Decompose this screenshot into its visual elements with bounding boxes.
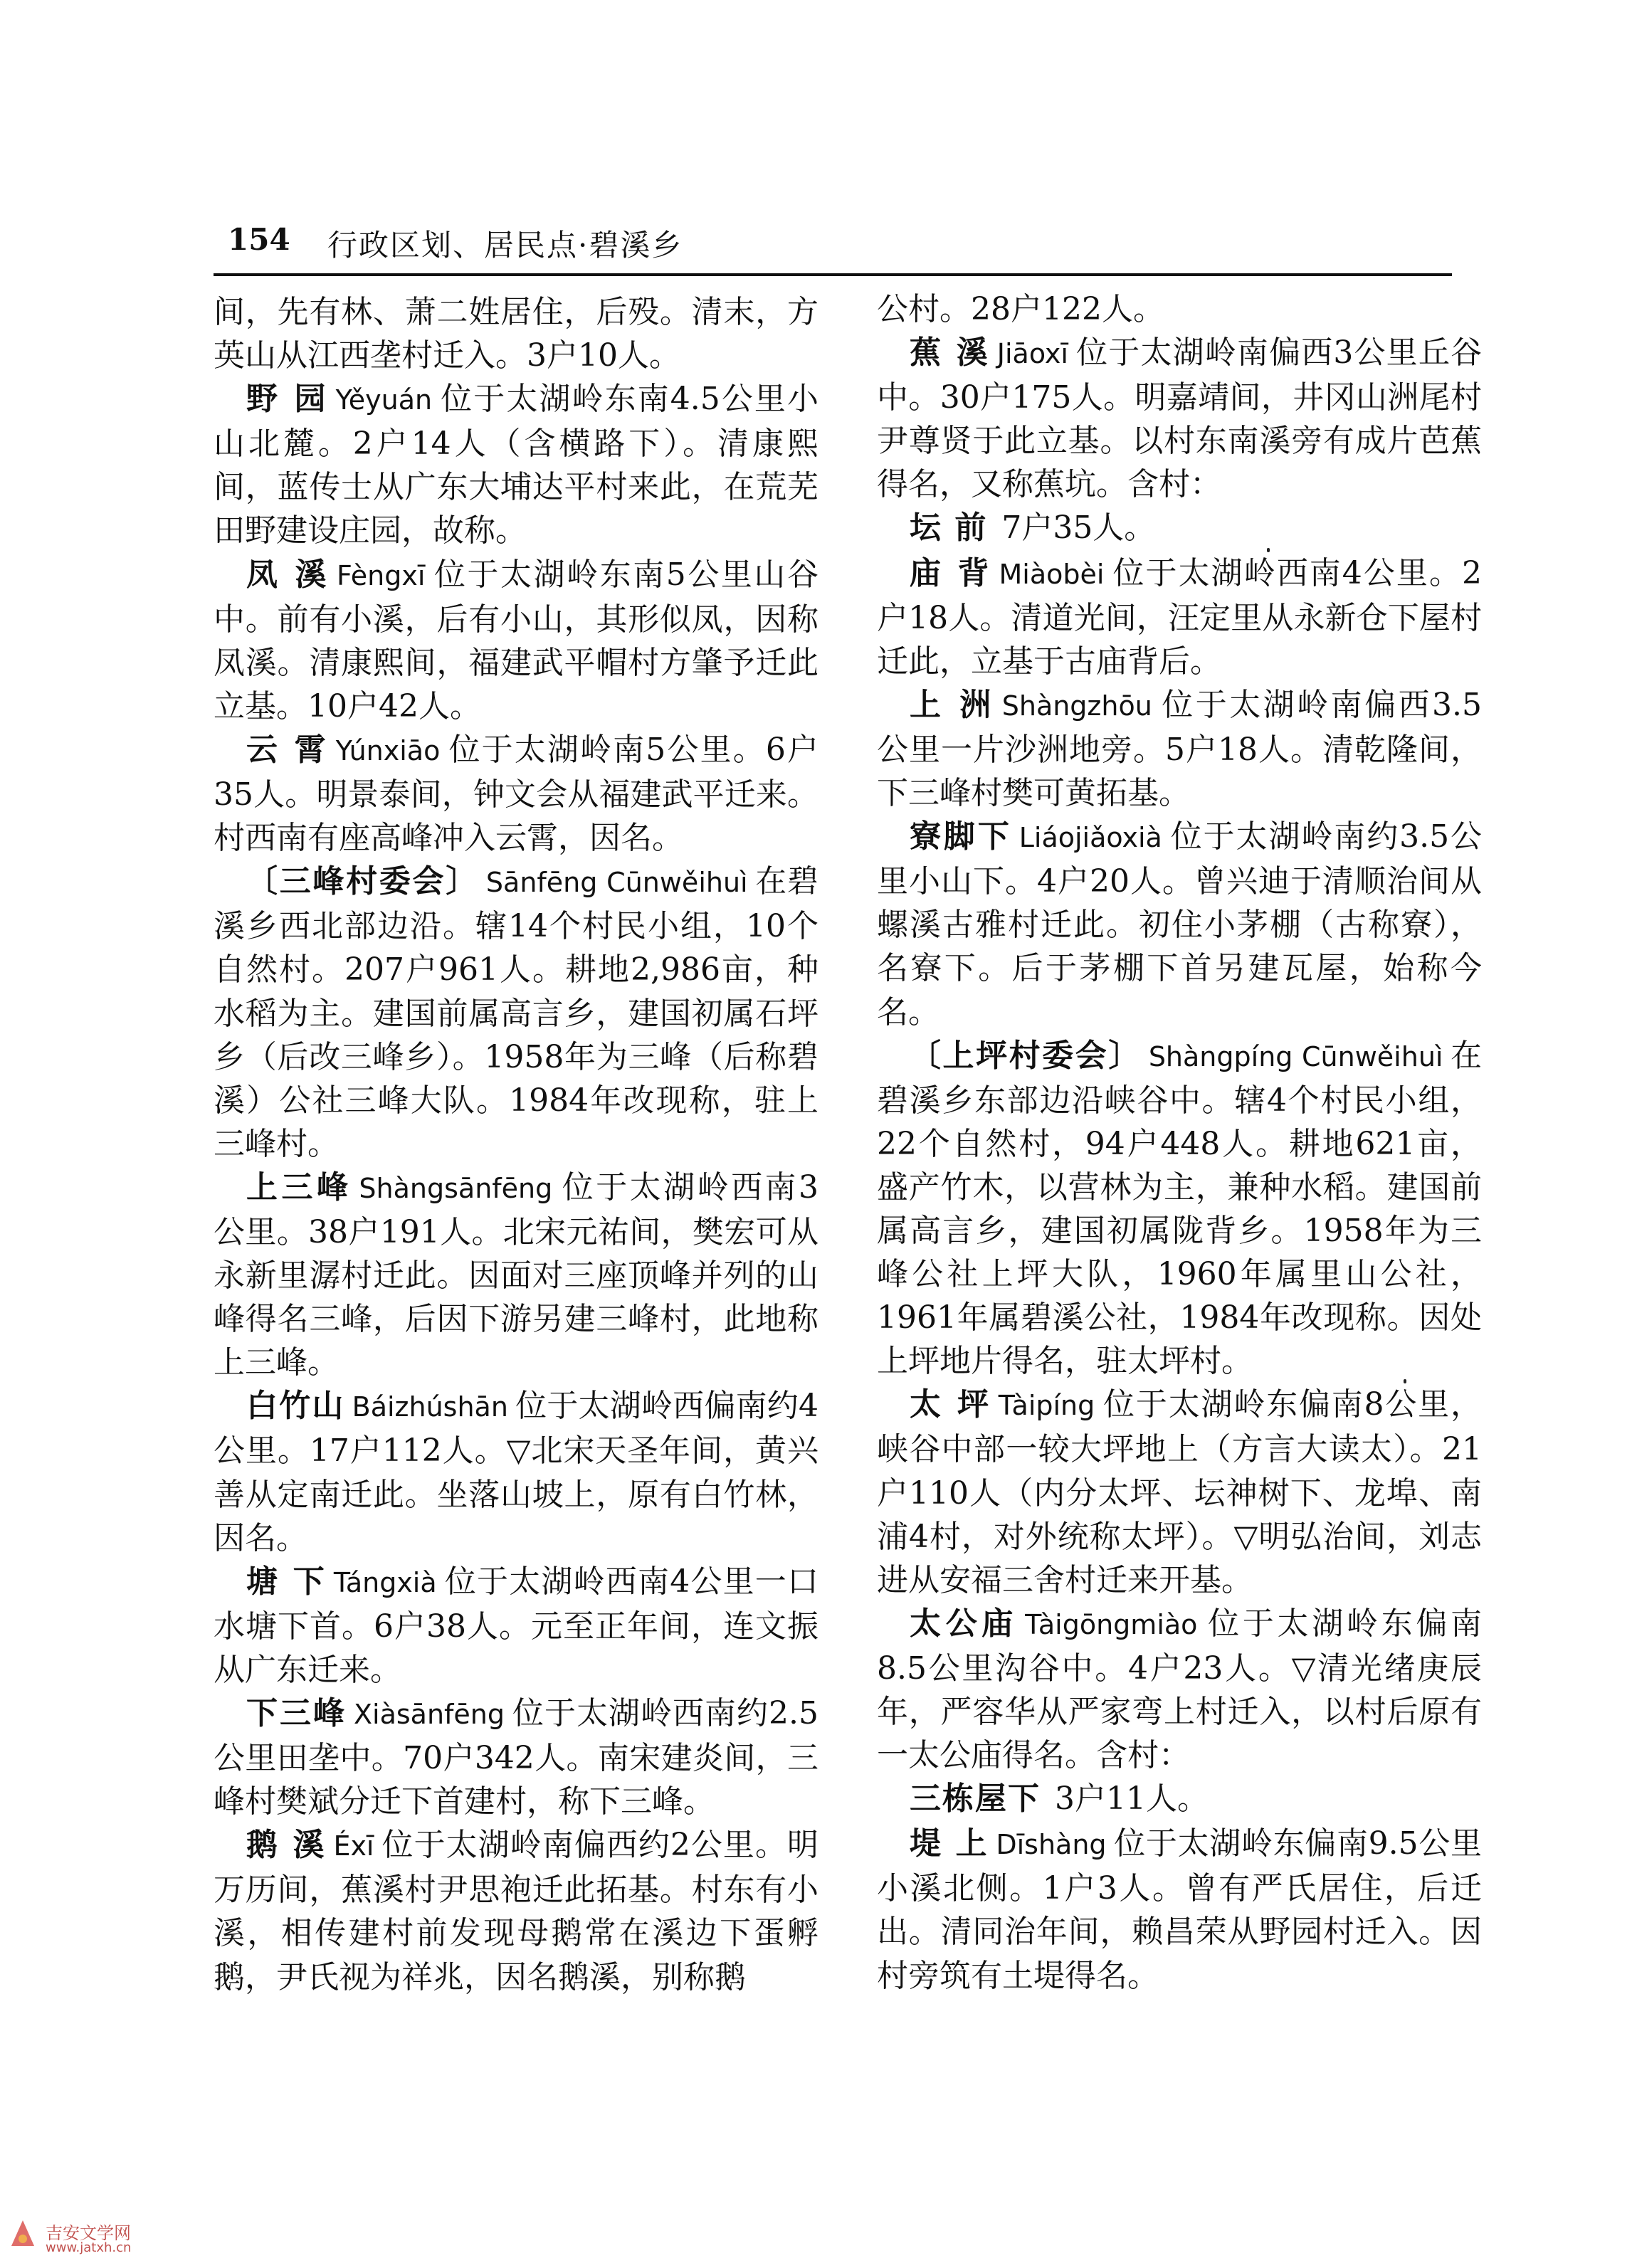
entry-heading: 塘 下 bbox=[246, 1563, 327, 1600]
list-item bbox=[214, 290, 818, 377]
entry-heading: 云 霄 bbox=[246, 731, 329, 768]
list-item bbox=[877, 815, 1482, 1033]
entry-text: 位于太湖岭南偏西约2公里。明万历间，蕉溪村尹思袍迁此拓基。村东有小溪，相传建村前发现母鹅常在溪边下蛋孵鹅，尹氏视为祥兆，因名鹅溪，别称鹅 bbox=[214, 1827, 818, 1995]
entry-heading: 堤 上 bbox=[910, 1825, 989, 1862]
entry-heading: 坛 前 bbox=[910, 510, 988, 547]
list-item bbox=[877, 552, 1482, 683]
watermark-url: www.jatxh.cn bbox=[46, 2240, 132, 2255]
entry-text: 位于太湖岭南偏西3.5公里一片沙洲地旁。5户18人。清乾隆间，下三峰村樊可黄拓基。 bbox=[877, 686, 1482, 812]
list-item bbox=[877, 288, 1482, 331]
list-item bbox=[214, 1823, 818, 1998]
entry-text: 位于太湖岭西南约2.5公里田垄中。70户342人。南宋建炎间，三峰村樊斌分迁下首建村，称下三峰。 bbox=[214, 1695, 818, 1820]
scan-speck bbox=[1404, 1379, 1406, 1383]
entry-heading: 太 坪 bbox=[910, 1386, 991, 1423]
page-header bbox=[214, 213, 1452, 276]
entry-pinyin: Tàipíng bbox=[998, 1390, 1095, 1422]
entry-text: 位于太湖岭东偏南9.5公里小溪北侧。1户3人。曾有严氏居住，后迁出。清同治年间，赖昌荣从野园村迁入。因村旁筑有土堤得名。 bbox=[877, 1825, 1482, 1994]
list-item bbox=[877, 1822, 1482, 1997]
entry-pinyin: Fèngxī bbox=[336, 559, 426, 591]
entry-heading: 〔三峰村委会〕 bbox=[246, 863, 479, 900]
entry-heading: 鹅 溪 bbox=[246, 1827, 327, 1864]
entry-text: 位于太湖岭东偏南8公里，峡谷中部一较大坪地上（方言大读太）。21户110人（内分太坪、坛神树下、龙埠、南浦4村，对外统称太坪）。▽明弘治间，刘志进从安福三舍村迁来开基。 bbox=[877, 1386, 1482, 1598]
list-item bbox=[877, 1034, 1482, 1383]
running-title: 行政区划、居民点·碧溪乡 bbox=[327, 228, 683, 263]
entry-text: 在碧溪乡西北部边沿。辖14个村民小组，10个自然村。207户961人。耕地2,986亩，种水稻为主。建国前属高言乡，建国初属石坪乡（后改三峰乡）。1958年为三峰（后称碧溪）公社三峰大队。1984年改现称，驻上三峰村。 bbox=[214, 863, 819, 1162]
entry-text: 在碧溪乡东部边沿峡谷中。辖4个村民小组，22个自然村，94户448人。耕地621亩，盛产竹木，以营林为主，兼种水稻。建国前属高言乡，建国初属陇背乡。1958年为三峰公社上坪大队，1960年属里山公社，1961年属碧溪公社，1984年改现称。因处上坪地片得名，驻太坪村。 bbox=[877, 1037, 1483, 1380]
entry-text: 位于太湖岭南偏西3公里丘谷中。30户175人。明嘉靖间，井冈山洲尾村尹尊贤于此立基。以村东南溪旁有成片芭蕉得名，又称蕉坑。含村： bbox=[877, 334, 1482, 503]
entry-text: 3户11人。 bbox=[1055, 1781, 1209, 1818]
list-item bbox=[214, 1384, 818, 1559]
entry-pinyin: Yúnxiāo bbox=[335, 734, 441, 766]
entry-pinyin: Sānfēng Cūnwěihuì bbox=[485, 867, 748, 899]
entry-heading: 上三峰 bbox=[246, 1169, 352, 1206]
list-item bbox=[214, 1560, 818, 1692]
list-item bbox=[877, 506, 1482, 551]
entry-heading: 上 洲 bbox=[910, 686, 995, 723]
entry-text: 位于太湖岭东南5公里山谷中。前有小溪，后有小山，其形似凤，因称凤溪。清康熙间，福建武平帽村方肇予迁此立基。10户42人。 bbox=[214, 556, 818, 724]
list-item bbox=[214, 1692, 818, 1823]
entry-heading: 野 园 bbox=[246, 381, 329, 418]
list-item bbox=[214, 377, 818, 552]
entry-pinyin: Liáojiǎoxià bbox=[1018, 822, 1162, 854]
list-item bbox=[214, 553, 818, 728]
entry-heading: 三栋屋下 bbox=[910, 1781, 1041, 1818]
entry-pinyin: Shàngpíng Cūnwěihuì bbox=[1148, 1040, 1443, 1072]
list-item bbox=[214, 860, 818, 1166]
list-item bbox=[877, 331, 1482, 506]
entry-text: 位于太湖岭东南4.5公里小山北麓。2户14人（含横路下）。清康熙间，蓝传士从广东大埔达平村来此，在荒芜田野建设庄园，故称。 bbox=[214, 381, 818, 549]
entry-text: 位于太湖岭南5公里。6户35人。明景泰间，钟文会从福建武平迁来。村西南有座高峰冲入云霄，因名。 bbox=[214, 731, 818, 857]
entry-text: 间，先有林、萧二姓居住，后殁。清末，方英山从江西垄村迁入。3户10人。 bbox=[214, 294, 818, 374]
entry-heading: 白竹山 bbox=[246, 1388, 345, 1425]
entry-text: 位于太湖岭西南4公里一口水塘下首。6户38人。元至正年间，连文振从广东迁来。 bbox=[214, 1563, 818, 1688]
entry-pinyin: Éxī bbox=[333, 1830, 374, 1862]
entry-pinyin: Yěyuán bbox=[335, 384, 433, 416]
left-column bbox=[214, 290, 818, 1999]
entry-text: 位于太湖岭西南4公里。2户18人。清道光间，汪定里从永新仓下屋村迁此，立基于古庙背后。 bbox=[877, 554, 1482, 680]
entry-pinyin: Dīshàng bbox=[996, 1829, 1107, 1861]
list-item bbox=[877, 683, 1482, 815]
entry-pinyin: Miàobèi bbox=[999, 558, 1105, 590]
list-item bbox=[877, 1777, 1482, 1822]
entry-text: 公村。28户122人。 bbox=[877, 291, 1164, 327]
entry-pinyin: Shàngzhōu bbox=[1001, 690, 1152, 722]
entry-heading: 〔上坪村委会〕 bbox=[910, 1037, 1142, 1074]
list-item bbox=[877, 1383, 1482, 1601]
entry-pinyin: Xiàsānfēng bbox=[354, 1699, 505, 1730]
entry-pinyin: Tàigōngmiào bbox=[1025, 1608, 1198, 1640]
entry-text: 位于太湖岭西偏南约4公里。17户112人。▽北宋天圣年间，黄兴善从定南迁此。坐落山坡上，原有白竹林，因名。 bbox=[214, 1388, 819, 1556]
entry-heading: 凤 溪 bbox=[246, 556, 330, 593]
watermark-text: 吉安文学网 bbox=[46, 2223, 131, 2243]
entry-heading: 太公庙 bbox=[910, 1605, 1018, 1642]
watermark bbox=[1, 2213, 186, 2264]
entry-pinyin: Shàngsānfēng bbox=[359, 1172, 553, 1204]
entry-text: 位于太湖岭西南3公里。38户191人。北宋元祐间，樊宏可从永新里潺村迁此。因面对三座顶峰并列的山峰得名三峰，后因下游另建三峰村，此地称上三峰。 bbox=[214, 1169, 819, 1381]
entry-heading: 蕉 溪 bbox=[910, 334, 990, 371]
list-item bbox=[214, 1166, 818, 1384]
entry-pinyin: Báizhúshān bbox=[352, 1391, 508, 1423]
entry-pinyin: Tángxià bbox=[333, 1566, 437, 1598]
entry-text: 位于太湖岭东偏南8.5公里沟谷中。4户23人。▽清光绪庚辰年，严容华从严家弯上村迁入，以村后原有一太公庙得名。含村： bbox=[877, 1605, 1483, 1774]
entry-text: 位于太湖岭南约3.5公里小山下。4户20人。曾兴迪于清顺治间从螺溪古雅村迁此。初住小茅棚（古称寮），名寮下。后于茅棚下首另建瓦屋，始称今名。 bbox=[877, 818, 1482, 1030]
list-item bbox=[877, 1602, 1482, 1777]
entry-heading: 寮脚下 bbox=[910, 818, 1012, 855]
entry-pinyin: Jiāoxī bbox=[996, 338, 1068, 370]
entry-heading: 下三峰 bbox=[246, 1695, 347, 1731]
list-item bbox=[214, 728, 818, 860]
entry-text: 7户35人。 bbox=[1001, 510, 1156, 547]
entry-heading: 庙 背 bbox=[910, 554, 992, 591]
scan-speck bbox=[1267, 548, 1270, 552]
page-number: 154 bbox=[228, 222, 290, 257]
site-logo-icon bbox=[6, 2217, 40, 2252]
right-column bbox=[877, 288, 1482, 1998]
